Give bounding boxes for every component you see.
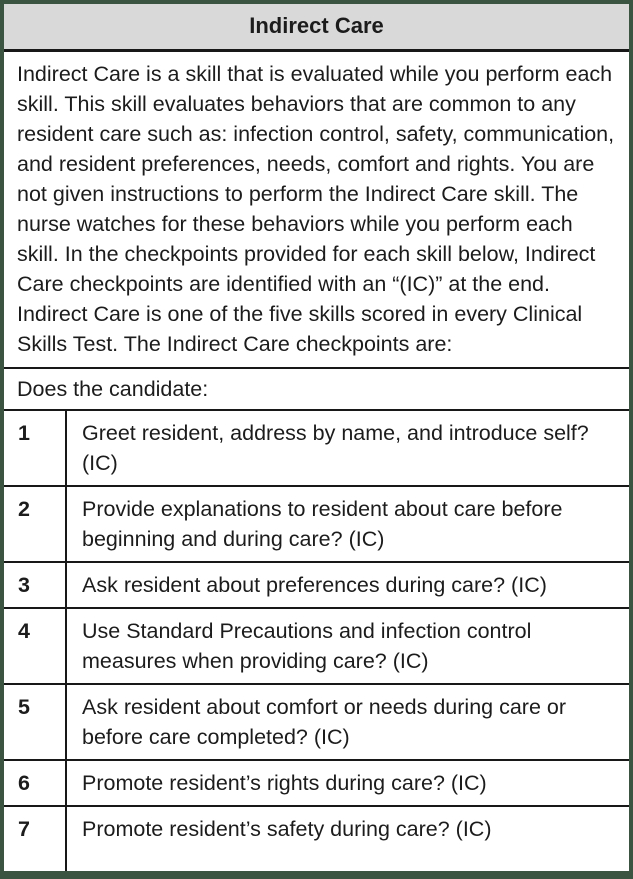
checkpoint-text: Greet resident, address by name, and introduce self? (IC) — [82, 421, 589, 475]
checkpoint-rows — [4, 411, 629, 871]
table-row — [4, 685, 629, 761]
table-row — [4, 761, 629, 807]
indirect-care-description: Indirect Care is a skill that is evaluated while you perform each skill. This skill evaluates behaviors that are common to any resident care such as: infection control, safety, communication, and resident preferences, needs, comfort and rights. You are not given instructions to perform the Indirect Care skill. The nurse watches for these behaviors while you perform each skill. In the checkpoints provided for each skill below, Indirect Care checkpoints are identified with an “(IC)” at the end. Indirect Care is one of the five skills scored in every Clinical Skills Test. The Indirect Care checkpoints are: — [4, 52, 629, 369]
question-header: Does the candidate: — [4, 369, 629, 411]
table-row — [4, 411, 629, 487]
checkpoint-number: 4 — [4, 609, 67, 683]
checkpoint-number: 6 — [4, 761, 67, 805]
checkpoint-text: Ask resident about preferences during care? (IC) — [82, 573, 547, 597]
checkpoint-number: 7 — [4, 807, 67, 871]
checkpoint-number: 1 — [4, 411, 67, 485]
checkpoint-number: 5 — [4, 685, 67, 759]
table-row — [4, 563, 629, 609]
checkpoint-text: Ask resident about comfort or needs during care or before care completed? (IC) — [82, 695, 567, 749]
table-title: Indirect Care — [4, 4, 629, 52]
table-row — [4, 807, 629, 871]
checkpoint-number: 3 — [4, 563, 67, 607]
checkpoint-text: Use Standard Precautions and infection control measures when providing care? (IC) — [82, 619, 532, 673]
checkpoint-text: Promote resident’s safety during care? (IC) — [82, 817, 492, 841]
checkpoint-number: 2 — [4, 487, 67, 561]
table-row — [4, 487, 629, 563]
checkpoint-text: Promote resident’s rights during care? (IC) — [82, 771, 487, 795]
table-row — [4, 609, 629, 685]
checkpoint-text: Provide explanations to resident about care before beginning and during care? (IC) — [82, 497, 563, 551]
